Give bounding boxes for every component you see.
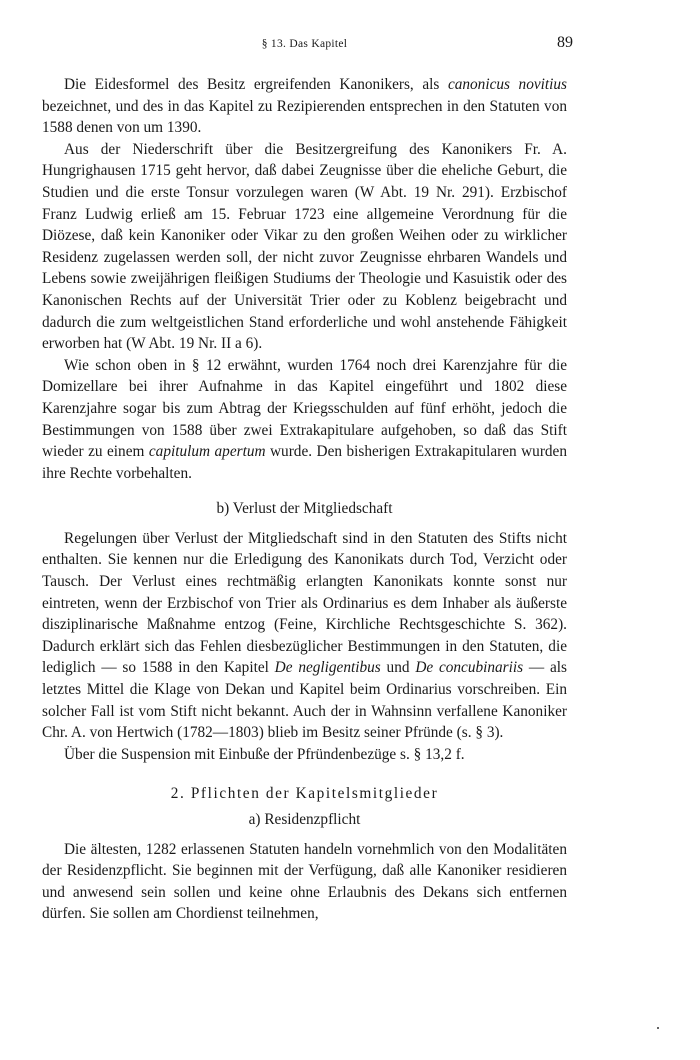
paragraph-karenzjahre: Wie schon oben in § 12 erwähnt, wurden 1764 noch drei Karenzjahre für die Domizellare bei ihrer Aufnahme in das Kapitel eingeführt und 1802 diese Karenzjahre sogar bis zum Abtrag der Kriegsschulden auf fünf erhöht, jedoch die Bestimmungen von 1588 über zwei Extrakapitulare aufgehoben, so daß das Stift wieder zu einem capitulum apertum wurde. Den bisherigen Extrakapitularen wurden ihre Rechte vorbehalten. — [42, 356, 567, 482]
page-body — [42, 74, 567, 925]
section-heading-residenzpflicht: a) Residenzpflicht — [248, 811, 361, 828]
paragraph-suspension: Über die Suspension mit Einbuße der Pfründenbezüge s. § 13,2 f. — [64, 745, 465, 763]
paragraph-besitzergreifung: Aus der Niederschrift über die Besitzergreifung des Kanonikers Fr. A. Hungrighausen 1715 geht hervor, daß dabei Zeugnisse über die eheliche Geburt, die Studien und die erste Tonsur vorzulegen waren (W Abt. 19 Nr. 291). Erzbischof Franz Ludwig erließ am 15. Februar 1723 eine allgemeine Verordnung für die Diözese, daß kein Kanoniker oder Vikar zu den großen Weihen oder zu wirklicher Residenz zugelassen werden soll, der nicht zuvor Zeugnisse ehrbaren Wandels und Lebens sowie zweijährigen fleißigen Studiums der Theologie und Kasuistik oder des Kanonischen Rechts auf der Universität Trier oder zu Koblenz beigebracht und dadurch die zum weltgeistlichen Stand erforderliche und wohl anstehende Fähigkeit erworben hat (W Abt. 19 Nr. II a 6). — [42, 140, 567, 353]
section-heading-pflichten: 2. Pflichten der Kapitelsmitglieder — [170, 785, 439, 803]
page-number: 89 — [557, 34, 573, 51]
running-head: § 13. Das Kapitel — [261, 38, 348, 50]
paragraph-verlust: Regelungen über Verlust der Mitgliedschaft sind in den Statuten des Stifts nicht enthalten. Sie kennen nur die Erledigung des Kanonikats durch Tod, Verzicht oder Tausch. Der Verlust eines rechtmäßig erlangten Kanonikats konnte sonst nur eintreten, wenn der Erzbischof von Trier als Ordinarius es dem Inhaber als äußerste disziplinarische Maßnahme entzog (Feine, Kirchliche Rechtsgeschichte S. 362). Dadurch erklärt sich das Fehlen diesbezüglicher Bestimmungen in den Statuten, die lediglich — so 1588 in den Kapitel De negligentibus und De concubinariis — als letztes Mittel die Klage von Dekan und Kapitel beim Ordinarius vorschreiben. Ein solcher Fall ist vom Stift nicht bekannt. Auch der in Wahnsinn verfallene Kanoniker Chr. A. von Hertwich (1782—1803) blieb im Besitz seiner Pfründe (s. § 3). — [42, 529, 567, 742]
paragraph-residenzpflicht: Die ältesten, 1282 erlassenen Statuten handeln vornehmlich von den Modalitäten der Residenzpflicht. Sie beginnen mit der Verfügung, daß alle Kanoniker residieren und anwesend sein sollen und keine ohne Erlaubnis des Dekans sich entfernen dürfen. Sie sollen am Chordienst teilnehmen, — [42, 840, 567, 923]
section-heading-verlust: b) Verlust der Mitgliedschaft — [216, 500, 393, 518]
latin-term: De negligentibus — [274, 659, 381, 677]
page-header — [42, 34, 573, 56]
book-page — [42, 34, 573, 925]
latin-term: De concubinariis — [415, 659, 524, 677]
speck-mark — [657, 1027, 659, 1029]
paragraph-eidesformel: Die Eidesformel des Besitz ergreifenden Kanonikers, als canonicus novitius bezeichnet, und des in das Kapitel zu Rezipierenden entsprechen in den Statuten von 1588 denen von um 1390. — [42, 76, 567, 137]
latin-term: canonicus novitius — [447, 76, 567, 93]
latin-term: capitulum apertum — [148, 443, 266, 461]
